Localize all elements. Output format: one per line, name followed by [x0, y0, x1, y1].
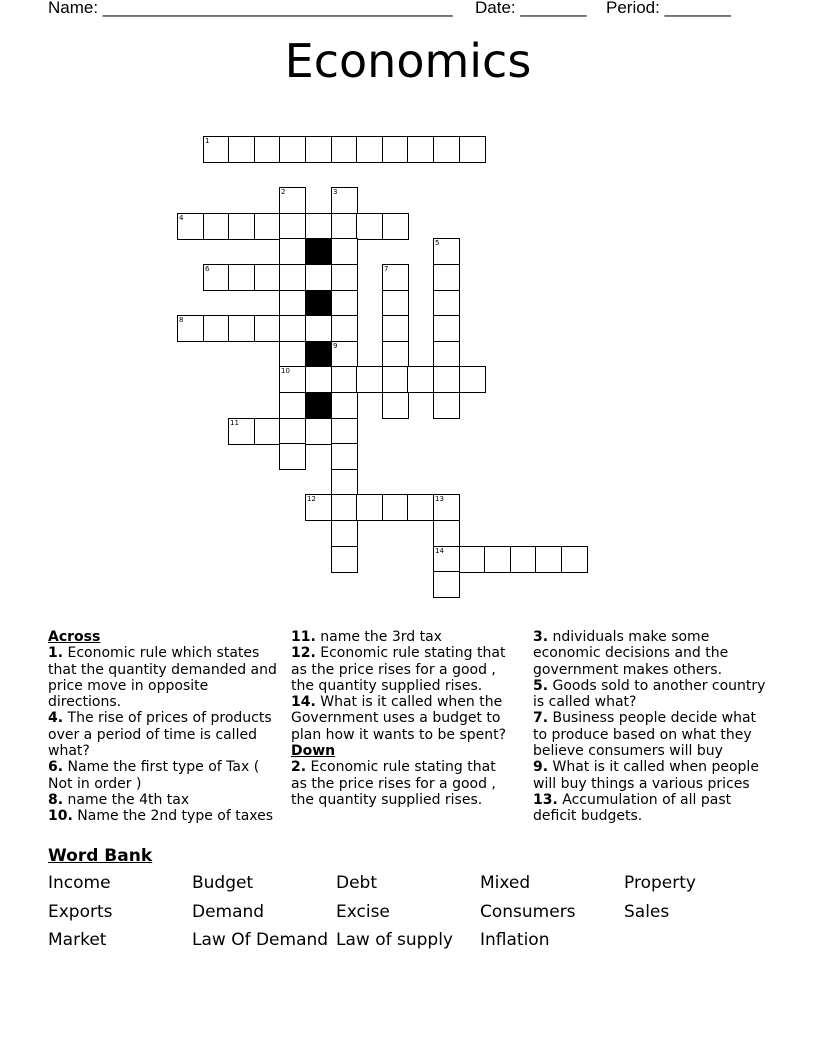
word-bank-item: Property: [624, 873, 696, 893]
clue-number: 13.: [533, 791, 558, 808]
clue-number: 9: [333, 342, 338, 350]
grid-cell[interactable]: [279, 392, 306, 419]
clue-number: 14: [435, 547, 444, 555]
clue-item: [533, 759, 769, 792]
grid-cell[interactable]: [203, 315, 230, 342]
clue-text: Economic rule stating that as the price rises for a good , the quantity supplied rises.: [291, 645, 506, 694]
clue-number: 2: [281, 188, 286, 196]
grid-cell[interactable]: [305, 366, 332, 393]
grid-cell[interactable]: [407, 366, 434, 393]
clue-number: 1: [205, 137, 210, 145]
grid-cell[interactable]: [279, 315, 306, 342]
word-bank-item: Inflation: [480, 930, 550, 950]
grid-cell[interactable]: [279, 418, 306, 445]
grid-cell[interactable]: [459, 136, 486, 163]
grid-cell[interactable]: [459, 546, 486, 573]
grid-cell-black: [305, 341, 332, 368]
grid-cell[interactable]: [254, 315, 281, 342]
grid-cell[interactable]: [433, 264, 460, 291]
grid-cell[interactable]: [305, 494, 332, 521]
clue-text: What is it called when people will buy things a various prices: [533, 759, 759, 792]
grid-cell[interactable]: [459, 366, 486, 393]
grid-cell[interactable]: [331, 366, 358, 393]
grid-cell[interactable]: [228, 418, 255, 445]
grid-cell[interactable]: [305, 418, 332, 445]
clue-number: 11: [230, 419, 239, 427]
clues-column-3: [533, 629, 769, 837]
grid-cell[interactable]: [331, 264, 358, 291]
word-bank-item: Sales: [624, 901, 670, 922]
clue-item: [291, 645, 513, 694]
grid-cell[interactable]: [382, 341, 409, 368]
clue-text: Name the first type of Tax ( Not in order ): [48, 759, 260, 792]
grid-cell-black: [305, 290, 332, 317]
grid-cell[interactable]: [484, 546, 511, 573]
clue-number: 4.: [48, 710, 64, 727]
grid-cell[interactable]: [331, 520, 358, 547]
grid-cell[interactable]: [356, 494, 383, 521]
clue-text: ndividuals make some economic decisions and the government makes others.: [533, 629, 729, 678]
grid-cell[interactable]: [356, 136, 383, 163]
word-bank-item: Exports: [48, 901, 113, 922]
clue-text: Economic rule which states that the quantity demanded and price move in opposite directions.: [48, 645, 277, 711]
grid-cell[interactable]: [279, 264, 306, 291]
clue-number: 9.: [533, 759, 549, 776]
clue-number: 13: [435, 495, 444, 503]
grid-cell[interactable]: [279, 341, 306, 368]
word-bank-title: Word Bank: [48, 846, 153, 866]
grid-cell[interactable]: [356, 366, 383, 393]
grid-cell[interactable]: [407, 136, 434, 163]
grid-cell[interactable]: [228, 315, 255, 342]
grid-cell[interactable]: [254, 264, 281, 291]
grid-cell[interactable]: [356, 213, 383, 240]
grid-cell[interactable]: [279, 213, 306, 240]
word-bank-item: Budget: [192, 873, 254, 893]
grid-cell[interactable]: [331, 443, 358, 470]
clue-number: 14.: [291, 694, 316, 711]
clue-item: [48, 645, 284, 710]
grid-cell[interactable]: [203, 213, 230, 240]
clue-item: [48, 759, 284, 792]
grid-cell[interactable]: [331, 136, 358, 163]
grid-cell[interactable]: [177, 213, 204, 240]
word-bank-item: Consumers: [480, 901, 576, 922]
grid-cell[interactable]: [382, 290, 409, 317]
grid-cell-black: [305, 392, 332, 419]
clue-item: [533, 710, 769, 759]
grid-cell[interactable]: [279, 290, 306, 317]
grid-cell[interactable]: [331, 238, 358, 265]
grid-cell[interactable]: [382, 392, 409, 419]
grid-cell[interactable]: [561, 546, 588, 573]
clue-number: 11.: [291, 629, 316, 645]
grid-cell[interactable]: [331, 418, 358, 445]
grid-cell[interactable]: [254, 418, 281, 445]
grid-cell[interactable]: [382, 315, 409, 342]
clue-number: 10: [281, 367, 290, 375]
clue-item: [291, 629, 513, 645]
grid-cell[interactable]: [433, 520, 460, 547]
clue-text: Goods sold to another country is called what?: [533, 677, 766, 711]
name-field[interactable]: Name: _____________________________________: [48, 0, 453, 17]
clues-column-2: [291, 629, 513, 808]
clue-number: 5.: [533, 677, 549, 694]
grid-cell[interactable]: [279, 238, 306, 265]
grid-cell[interactable]: [382, 213, 409, 240]
grid-cell[interactable]: [331, 469, 358, 496]
clue-item: [48, 808, 284, 824]
grid-cell[interactable]: [305, 213, 332, 240]
grid-cell[interactable]: [331, 315, 358, 342]
grid-cell[interactable]: [254, 136, 281, 163]
clue-item: [533, 629, 769, 678]
clue-number: 6: [205, 265, 210, 273]
word-bank-item: Income: [48, 873, 111, 893]
clue-number: 8.: [48, 791, 64, 808]
word-bank-item: Demand: [192, 901, 265, 922]
grid-cell[interactable]: [407, 494, 434, 521]
date-field[interactable]: Date: _______: [475, 0, 587, 17]
grid-cell[interactable]: [433, 546, 460, 573]
grid-cell[interactable]: [203, 264, 230, 291]
grid-cell[interactable]: [331, 392, 358, 419]
clue-item: [48, 710, 284, 759]
grid-cell[interactable]: [433, 238, 460, 265]
grid-cell[interactable]: [305, 136, 332, 163]
clue-number: 7.: [533, 710, 549, 727]
clue-number: 4: [179, 214, 184, 222]
grid-cell[interactable]: [433, 392, 460, 419]
word-bank-item: Market: [48, 930, 107, 950]
across-heading: Across: [48, 629, 101, 645]
grid-cell[interactable]: [203, 136, 230, 163]
clue-number: 12: [307, 495, 316, 503]
grid-cell[interactable]: [305, 264, 332, 291]
clue-number: 1.: [48, 645, 64, 662]
grid-cell[interactable]: [382, 366, 409, 393]
grid-cell[interactable]: [228, 136, 255, 163]
grid-cell[interactable]: [305, 315, 332, 342]
grid-cell[interactable]: [331, 341, 358, 368]
clue-number: 8: [179, 316, 184, 324]
grid-cell[interactable]: [279, 187, 306, 214]
grid-cell[interactable]: [433, 136, 460, 163]
grid-cell[interactable]: [382, 494, 409, 521]
grid-cell[interactable]: [331, 213, 358, 240]
grid-cell[interactable]: [279, 366, 306, 393]
grid-cell[interactable]: [331, 290, 358, 317]
grid-cell[interactable]: [382, 136, 409, 163]
clue-item: [48, 792, 284, 808]
grid-cell[interactable]: [433, 571, 460, 598]
clues-column-1: [48, 629, 284, 825]
grid-cell[interactable]: [433, 315, 460, 342]
grid-cell[interactable]: [228, 264, 255, 291]
grid-cell[interactable]: [279, 443, 306, 470]
grid-cell[interactable]: [382, 264, 409, 291]
clue-text: name the 4th tax: [63, 791, 190, 808]
clue-text: name the 3rd tax: [315, 629, 442, 645]
clue-item: [291, 694, 513, 743]
grid-cell[interactable]: [331, 546, 358, 573]
word-bank-item: Law of supply: [336, 930, 453, 950]
page-title: Economics: [284, 34, 532, 88]
clue-number: 7: [384, 265, 389, 273]
grid-cell-black: [305, 238, 332, 265]
clue-number: 6.: [48, 759, 64, 776]
grid-cell[interactable]: [331, 187, 358, 214]
word-bank-item: Debt: [336, 873, 378, 893]
grid-cell[interactable]: [433, 366, 460, 393]
grid-cell[interactable]: [433, 341, 460, 368]
clue-text: What is it called when the Government uses a budget to plan how it wants to be spent?: [291, 694, 507, 743]
grid-cell[interactable]: [279, 136, 306, 163]
grid-cell[interactable]: [177, 315, 204, 342]
clue-number: 10.: [48, 808, 73, 825]
word-bank-item: Excise: [336, 901, 390, 922]
clue-number: 3: [333, 188, 338, 196]
clue-text: Accumulation of all past deficit budgets.: [533, 791, 732, 825]
grid-cell[interactable]: [254, 213, 281, 240]
word-bank-item: Law Of Demand: [192, 930, 329, 950]
clue-text: Name the 2nd type of taxes: [72, 808, 274, 825]
clue-text: The rise of prices of products over a period of time is called what?: [48, 710, 272, 760]
grid-cell[interactable]: [433, 494, 460, 521]
grid-cell[interactable]: [228, 213, 255, 240]
clue-text: Business people decide what to produce based on what they believe consumers will buy: [533, 710, 757, 760]
grid-cell[interactable]: [331, 494, 358, 521]
clue-item: [533, 678, 769, 711]
clue-number: 2.: [291, 759, 307, 776]
period-field[interactable]: Period: _______: [606, 0, 731, 17]
word-bank-item: Mixed: [480, 873, 531, 893]
down-heading: Down: [291, 743, 336, 760]
grid-cell[interactable]: [510, 546, 537, 573]
grid-cell[interactable]: [433, 290, 460, 317]
clue-item: [291, 759, 513, 808]
clue-number: 5: [435, 239, 440, 247]
clue-number: 12.: [291, 645, 316, 662]
clue-text: Economic rule stating that as the price rises for a good , the quantity supplied rises.: [291, 759, 496, 808]
grid-cell[interactable]: [535, 546, 562, 573]
clue-number: 3.: [533, 629, 549, 645]
clue-item: [533, 792, 769, 825]
